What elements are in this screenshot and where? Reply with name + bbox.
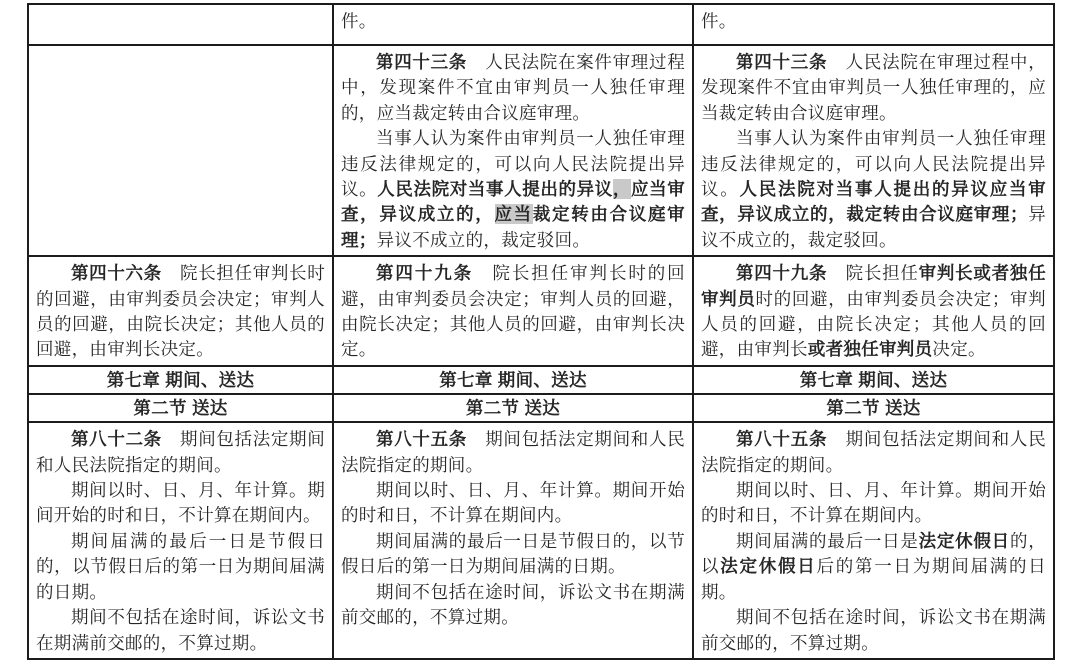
- text-segment: 第八十五条: [376, 429, 467, 450]
- paragraph: [701, 427, 1046, 478]
- table-cell-r3c2: [333, 256, 693, 366]
- text-segment: 第二节 送达: [465, 398, 561, 419]
- text-segment: 院长担任审判长时的回避，由审判委员会决定；审判人员的回避，由院长决定；其他人员的回避，由审判长决定。: [341, 263, 685, 360]
- table-cell-r4c1: [28, 366, 333, 394]
- text-segment: 期间届满的最后一日是节假日的，以节假日后的第一日为期间届满的日期。: [341, 530, 685, 577]
- paragraph: [341, 478, 685, 529]
- text-segment: 第四十九条: [736, 263, 828, 284]
- text-segment: 第七章 期间、送达: [439, 370, 587, 391]
- text-segment: 人民法院对当事人提出的异议应当审查，异议成立的，裁定转由合议庭审理；: [701, 179, 1046, 225]
- text-segment: 件。: [701, 11, 737, 31]
- table-cell-r1c3: [693, 4, 1054, 45]
- text-segment: 或者独任审判员: [807, 339, 933, 360]
- text-segment: 的，以: [701, 530, 1046, 577]
- paragraph: [341, 126, 685, 253]
- text-segment: 第七章 期间、送达: [106, 370, 255, 391]
- text-segment: 应当: [494, 204, 533, 225]
- text-segment: 期间以时、日、月、年计算。期间开始的时和日，不计算在期间内。: [36, 480, 325, 526]
- text-segment: 第七章 期间、送达: [799, 370, 948, 391]
- table-cell-r2c3: [693, 45, 1054, 256]
- paragraph: [36, 478, 325, 529]
- paragraph: [341, 261, 685, 363]
- text-segment: 法定休假日: [918, 530, 1010, 551]
- paragraph: [341, 580, 685, 631]
- text-segment: 第四十六条: [71, 263, 162, 284]
- table-cell-r6c3: [693, 422, 1054, 659]
- table-cell-r5c2: [333, 394, 693, 422]
- text-segment: 第二节 送达: [826, 398, 921, 419]
- paragraph: [341, 368, 685, 392]
- table-cell-r5c1: [28, 394, 333, 422]
- paragraph: [701, 529, 1046, 605]
- paragraph: [341, 396, 685, 420]
- paragraph: [341, 529, 685, 580]
- text-segment: 第四十三条: [376, 52, 467, 72]
- paragraph: [701, 261, 1046, 363]
- table-cell-r1c1: [28, 4, 333, 45]
- paragraph: [36, 605, 325, 656]
- text-segment: 期间届满的最后一日是节假日的，以节假日后的第一日为期间届满的日期。: [36, 530, 325, 602]
- text-segment: 第八十五条: [736, 429, 828, 450]
- text-segment: 人民法院在审理过程中，发现案件不宜由审判员一人独任审理的，应当裁定转由合议庭审理。: [701, 52, 1046, 123]
- text-segment: 期间包括法定期间和人民法院指定的期间。: [701, 429, 1046, 475]
- text-segment: 审判长或者独任审判员: [701, 263, 1046, 309]
- text-segment: 裁定转由合议庭审理；: [341, 204, 685, 250]
- text-segment: 异议不成立的，裁定驳回。: [701, 204, 1046, 250]
- text-segment: 期间不包括在途时间，诉讼文书在期满前交邮的，不算过期。: [341, 581, 685, 628]
- paragraph: [701, 9, 1046, 34]
- paragraph: [36, 368, 325, 392]
- table-row: [28, 4, 1054, 45]
- text-segment: 人民法院在案件审理过程中，发现案件不宜由审判员一人独任审理的，应当裁定转由合议庭审理。: [341, 52, 685, 123]
- table-cell-r5c3: [693, 394, 1054, 422]
- text-segment: 第四十三条: [736, 52, 828, 72]
- text-segment: 应当审查，异议成立的，: [341, 179, 685, 225]
- table-row: [28, 256, 1054, 366]
- text-segment: 人民法院对当事人提出的异议: [377, 179, 613, 200]
- text-segment: 期间包括法定期间和人民法院指定的期间。: [36, 429, 326, 475]
- table-cell-r4c3: [693, 366, 1054, 394]
- text-segment: 期间以时、日、月、年计算。期间开始的时和日，不计算在期间内。: [701, 480, 1046, 526]
- table-cell-r6c1: [28, 422, 333, 659]
- paragraph: [701, 478, 1046, 529]
- text-segment: 第四十九条: [376, 263, 474, 284]
- table-row: [28, 45, 1054, 256]
- text-segment: 当事人认为案件由审判员一人独任审理违反法律规定的，可以向人民法院提出异议。: [701, 128, 1046, 200]
- table-cell-r6c2: [333, 422, 693, 659]
- text-segment: 第二节 送达: [133, 398, 228, 419]
- text-segment: 期间不包括在途时间，诉讼文书在期满前交邮的，不算过期。: [36, 607, 325, 653]
- text-segment: 时的回避，由审判委员会决定；审判人员的回避，由院长决定；其他人员的回避，由审判长: [701, 288, 1046, 360]
- paragraph: [341, 427, 685, 478]
- paragraph: [36, 396, 325, 420]
- paragraph: [36, 529, 325, 605]
- text-segment: ，: [612, 179, 631, 200]
- paragraph: [341, 50, 685, 126]
- paragraph: [36, 427, 325, 478]
- paragraph: [36, 261, 325, 363]
- table-cell-r2c1: [28, 45, 333, 256]
- text-segment: 后的第一日为期间届满的日期。: [701, 556, 1046, 602]
- table-row: [28, 422, 1054, 659]
- paragraph: [701, 368, 1046, 392]
- text-segment: 决定。: [932, 339, 986, 360]
- chapter-header-row: [28, 366, 1054, 394]
- text-segment: 法定休假日: [720, 556, 817, 577]
- paragraph: [341, 9, 685, 34]
- law-comparison-table: [27, 3, 1055, 660]
- section-header-row: [28, 394, 1054, 422]
- table-cell-r2c2: [333, 45, 693, 256]
- paragraph: [701, 50, 1046, 126]
- table-cell-r1c2: [333, 4, 693, 45]
- text-segment: 第八十二条: [71, 429, 162, 450]
- text-segment: 院长担任审判长时的回避，由审判委员会决定；审判人员的回避，由院长决定；其他人员的回避，由审判长决定。: [36, 263, 326, 360]
- paragraph: [701, 396, 1046, 420]
- text-segment: 期间不包括在途时间，诉讼文书在期满前交邮的，不算过期。: [701, 607, 1046, 653]
- text-segment: 院长担任: [827, 263, 919, 284]
- text-segment: 期间包括法定期间和人民法院指定的期间。: [341, 429, 685, 475]
- text-segment: 当事人认为案件由审判员一人独任审理违反法律规定的，可以向人民法院提出异议。: [341, 128, 685, 200]
- text-segment: 期间以时、日、月、年计算。期间开始的时和日，不计算在期间内。: [341, 480, 685, 526]
- table-cell-r4c2: [333, 366, 693, 394]
- text-segment: 期间届满的最后一日是: [736, 530, 919, 551]
- text-segment: 异议不成立的，裁定驳回。: [376, 229, 591, 250]
- text-segment: 件。: [341, 11, 377, 31]
- paragraph: [701, 126, 1046, 253]
- paragraph: [701, 605, 1046, 656]
- table-cell-r3c1: [28, 256, 333, 366]
- table-cell-r3c3: [693, 256, 1054, 366]
